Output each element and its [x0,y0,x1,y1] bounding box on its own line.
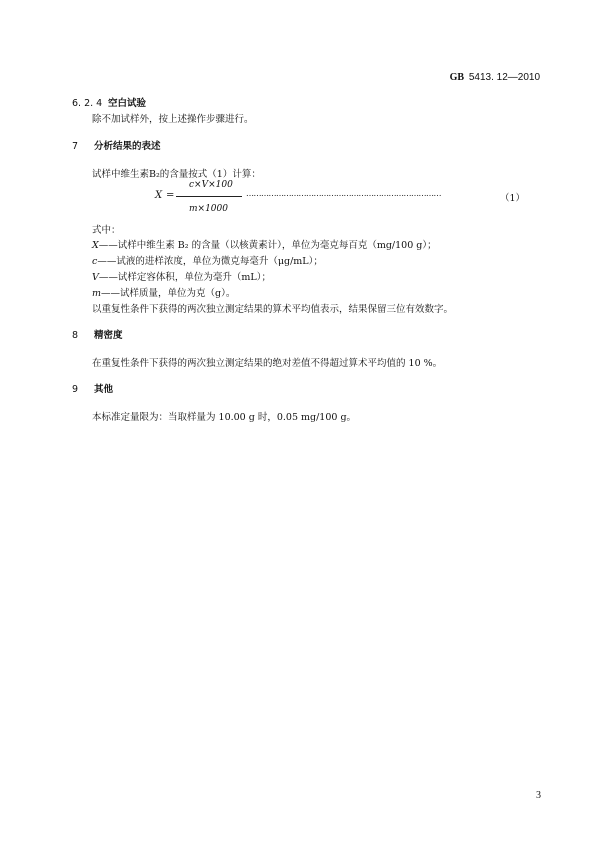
formula-leader-dots: …………………………………………………………………… [246,189,441,198]
formula-lhs: X [155,190,163,201]
section-title: 其他 [94,384,114,395]
section-8-heading [72,327,123,341]
section-title: 精密度 [94,330,123,341]
variable-symbol: V [92,272,99,283]
section-title: 分析结果的表述 [94,141,161,152]
header [450,72,540,83]
fraction-bar [176,196,242,197]
section-8-text: 在重复性条件下获得的两次独立测定结果的绝对差值不得超过算术平均值的 10 %。 [92,358,443,369]
section-number: 6. 2. 4 [72,98,103,109]
variable-symbol: X [92,240,99,251]
variable-definition [92,237,437,251]
section-title: 空白试验 [108,98,147,109]
variable-symbol: m [92,288,102,299]
formula-numerator: c×V×100 [189,180,233,190]
standard-number: 5413. 12—2010 [468,72,540,83]
formula-number: （1） [500,193,526,204]
variable-description: ——试样定容体积，单位为毫升（mL）； [98,272,271,283]
variable-definition [92,253,323,267]
section-7-heading [72,138,161,152]
where-label: 式中： [92,225,121,236]
variable-definition [92,285,235,299]
section-number: 8 [72,330,79,341]
section-6-2-4-text: 除不加试样外，按上述操作步骤进行。 [92,114,254,125]
section-9-text: 本标准定量限为：当取样量为 10.00 g 时，0.05 mg/100 g。 [92,412,357,423]
formula-intro: 试样中维生素B₂的含量按式（1）计算： [92,169,261,180]
section-9-heading [72,381,113,395]
section-number: 9 [72,384,79,395]
formula-denominator: m×1000 [189,204,228,214]
section-6-2-4-heading [72,95,146,109]
variable-symbol: c [92,256,98,267]
variable-description: ——试样质量，单位为克（g）。 [101,288,236,299]
variable-description: ——试样中维生素 B₂ 的含量（以核黄素计），单位为毫克每百克（mg/100 g）； [98,240,437,251]
formula-equals: = [166,190,175,201]
page-number: 3 [536,790,541,801]
standard-code: GB [449,72,465,83]
variable-description: ——试液的进样浓度，单位为微克每毫升（μg/mL）； [97,256,323,267]
result-expression-text: 以重复性条件下获得的两次独立测定结果的算术平均值表示，结果保留三位有效数字。 [92,304,454,315]
section-number: 7 [72,141,79,152]
variable-definition [92,269,271,283]
